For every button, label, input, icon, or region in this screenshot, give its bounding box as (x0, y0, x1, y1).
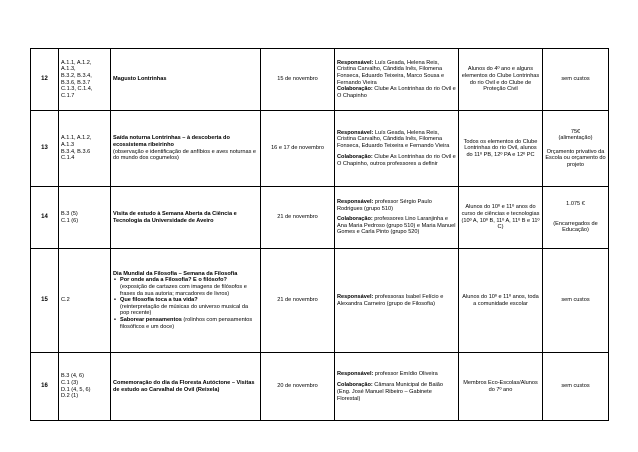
row-number: 16 (31, 353, 59, 421)
list-item: • Que filosofia toca a tua vida? (reinterpretação de músicas do universo musical da pop recente) (120, 297, 258, 317)
activity-date: 15 de novembro (261, 49, 335, 111)
row-number: 15 (31, 249, 59, 353)
target-audience: Membros Eco-Escolas/Alunos do 7º ano (459, 353, 543, 421)
activity-date: 20 de novembro (261, 353, 335, 421)
objective-codes: C.2 (59, 249, 111, 353)
table-row (31, 353, 609, 421)
list-item: • Por onde anda a Filosofia? E o filósofo? (exposição de cartazes com imagens de filósofos e frases da sua autoria; marcadores de livros) (120, 277, 258, 297)
activity-title: Magusto Lontrinhas (111, 49, 261, 111)
table-row (31, 111, 609, 187)
activity-date: 21 de novembro (261, 187, 335, 249)
activities-table (30, 48, 609, 421)
table-row (31, 49, 609, 111)
list-item: • Saborear pensamentos (rolinhos com pensamentos filosóficos e um doce) (120, 317, 258, 330)
activity-date: 21 de novembro (261, 249, 335, 353)
table-row (31, 187, 609, 249)
activities-table-frame (30, 48, 608, 452)
responsibles: Responsável: professoras Isabel Felício e Alexandra Carneiro (grupo de Filosofia) (335, 249, 459, 353)
activity-list (113, 277, 258, 330)
target-audience: Todos os elementos do Clube Lontrinhas do rio Ovil, alunos do 11º PB, 12º PA e 12º PC (459, 111, 543, 187)
activity-date: 16 e 17 de novembro (261, 111, 335, 187)
cost: sem custos (543, 353, 609, 421)
cost: sem custos (543, 49, 609, 111)
activity-title: Visita de estudo à Semana Aberta da Ciência e Tecnologia da Universidade de Aveiro (111, 187, 261, 249)
activity-title: Dia Mundial da Filosofia – Semana da Filosofia • Por onde anda a Filosofia? E o filósofo? (exposição de cartazes com imagens de filósofos e frases da sua autoria; marcadores de livros) • Que filosofia toca a tua vida? (reinterpretação de músicas do universo musical da pop recente) • Saborear pensamentos (rolinhos com pensamentos filosóficos e um doce) (111, 249, 261, 353)
row-number: 14 (31, 187, 59, 249)
objective-codes: B.3 (4, 6) C.1 (3) D.1 (4, 5, 6) D.2 (1) (59, 353, 111, 421)
activity-title: Comemoração do dia da Floresta Autóctone – Visitas de estudo ao Carvalhal de Ovil (Reixela) (111, 353, 261, 421)
target-audience: Alunos do 10º e 11º anos, toda a comunidade escolar (459, 249, 543, 353)
cost: sem custos (543, 249, 609, 353)
objective-codes: A.1.1, A.1.2, A.1.3 B.3.4, B.3.6 C.1.4 (59, 111, 111, 187)
responsibles: Responsável: Luís Geada, Helena Reis, Cristina Carvalho, Cândida Inês, Filomena Fonseca, Eduardo Teixeira e Fernando Vieira Colaboração: Clube As Lontrinhas do rio Ovil e O Chapinho, outros professores a definir (335, 111, 459, 187)
row-number: 13 (31, 111, 59, 187)
activity-title: Saída noturna Lontrinhas – à descoberta do ecossistema ribeirinho (observação e identificação de anfíbios e aves noturnas e do mundo dos cogumelos) (111, 111, 261, 187)
responsibles: Responsável: professor Sérgio Paulo Rodrigues (grupo 510) Colaboração: professores Lino Laranjinha e Ana Maria Pedroso (grupo 510) e Maria Manuel Gomes e Carla Pinto (grupo 520) (335, 187, 459, 249)
cost: 75€ (alimentação) Orçamento privativo da Escola ou orçamento do projeto (543, 111, 609, 187)
cost: 1.075 € (Encarregados de Educação) (543, 187, 609, 249)
target-audience: Alunos do 4º ano e alguns elementos do Clube Lontrinhas do rio Ovil e do Clube de Proteção Civil (459, 49, 543, 111)
responsibles: Responsável: professor Emídio Oliveira Colaboração: Câmara Municipal de Baião (Eng. José Manuel Ribeiro – Gabinete Florestal) (335, 353, 459, 421)
target-audience: Alunos do 10º e 11º anos do curso de ciências e tecnologias (10º A, 10º B, 11º A, 11º B e 11º C) (459, 187, 543, 249)
table-row (31, 249, 609, 353)
objective-codes: A.1.1, A.1.2, A.1.3, B.3.2, B.3.4, B.3.6, B.3.7 C.1.3, C.1.4, C.1.7 (59, 49, 111, 111)
responsibles: Responsável: Luís Geada, Helena Reis, Cristina Carvalho, Cândida Inês, Filomena Fonseca, Eduardo Teixeira, Marco Sousa e Fernando Vieira Colaboração: Clube As Lontrinhas do rio Ovil e O Chapinho (335, 49, 459, 111)
row-number: 12 (31, 49, 59, 111)
objective-codes: B.3 (5) C.1 (6) (59, 187, 111, 249)
